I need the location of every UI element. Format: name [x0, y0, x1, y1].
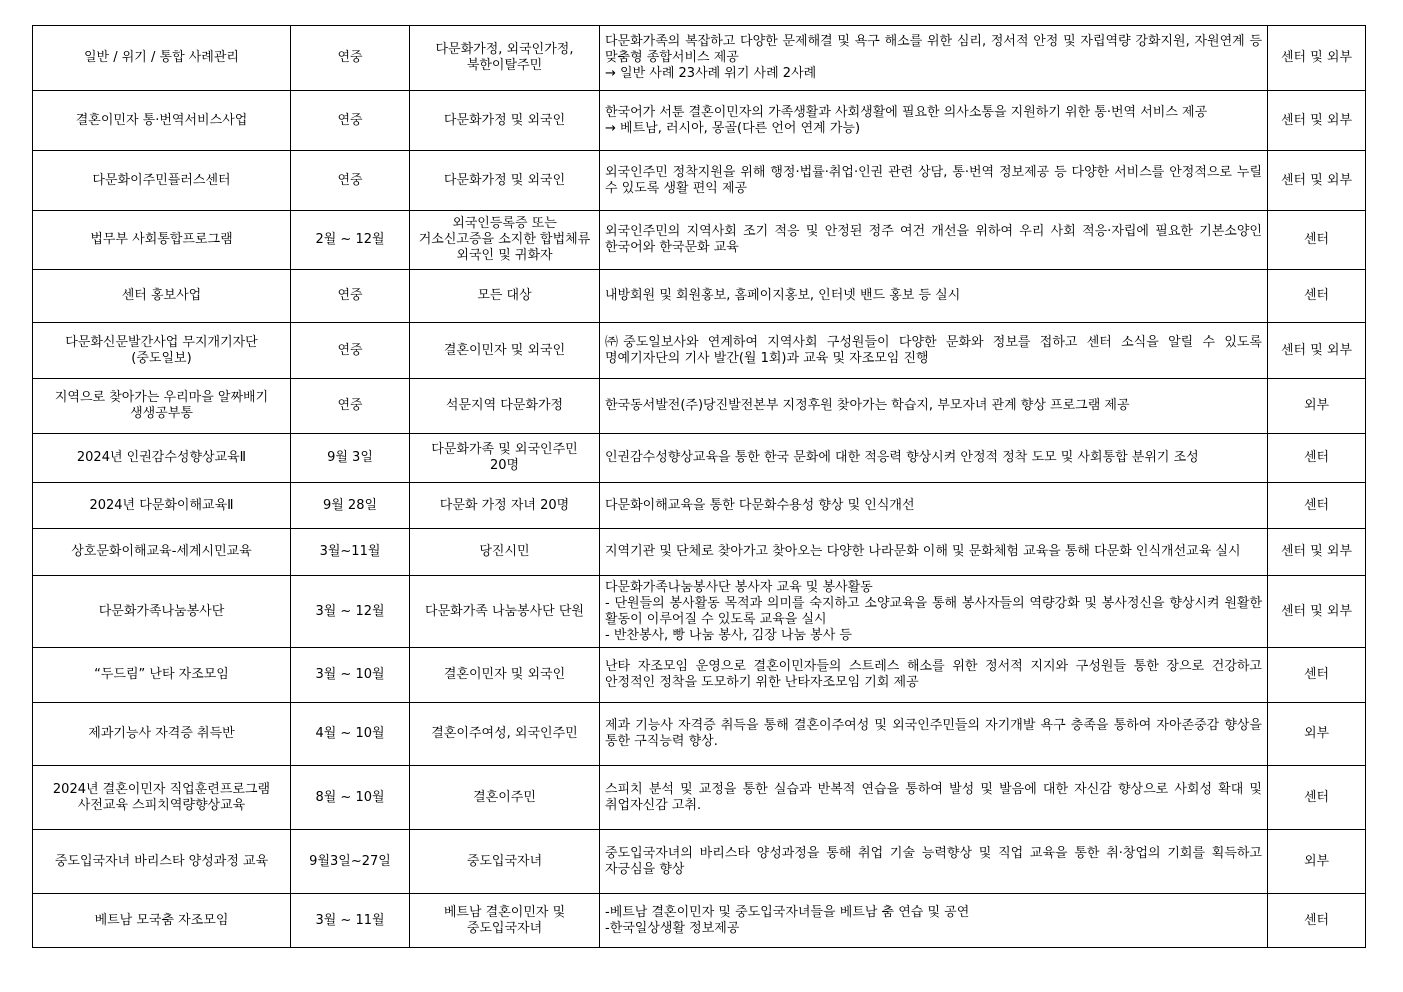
table-row — [33, 894, 1366, 948]
target-cell: 결혼이민자 및 외국인 — [410, 648, 600, 703]
description-line: 제과 기능사 자격증 취득을 통해 결혼이주여성 및 외국인주민들의 자기개발 욕구 충족을 통하여 자아존중감 향상을 통한 구직능력 향상. — [605, 718, 1262, 749]
organizer-cell: 센터 및 외부 — [1268, 91, 1366, 151]
organizer-cell: 센터 및 외부 — [1268, 151, 1366, 211]
description-line: - 반찬봉사, 빵 나눔 봉사, 김장 나눔 봉사 등 — [605, 627, 852, 643]
program-name-cell: 결혼이민자 통·번역서비스사업 — [33, 91, 291, 151]
table-row — [33, 434, 1366, 483]
target-cell: 다문화가족 나눔봉사단 단원 — [410, 576, 600, 648]
target-cell: 다문화가정 및 외국인 — [410, 91, 600, 151]
description-line: → 일반 사례 23사례 위기 사례 2사례 — [605, 66, 817, 81]
description-cell — [600, 379, 1268, 434]
target-cell: 결혼이주민 — [410, 766, 600, 830]
organizer-cell: 센터 — [1268, 483, 1366, 529]
description-cell — [600, 576, 1268, 648]
description-line: 난타 자조모임 운영으로 결혼이민자들의 스트레스 해소를 위한 정서적 지지와 구성원들 통한 장으로 건강하고 안정적인 정착을 도모하기 위한 난타자조모임 기회 제공 — [605, 659, 1262, 690]
organizer-cell: 외부 — [1268, 703, 1366, 766]
period-cell: 연중 — [291, 379, 410, 434]
program-name-cell: “두드림” 난타 자조모임 — [33, 648, 291, 703]
description-cell — [600, 766, 1268, 830]
description-line: 다문화가족나눔봉사단 봉사자 교육 및 봉사활동 — [605, 579, 873, 595]
description-cell — [600, 648, 1268, 703]
program-name-cell: 2024년 인권감수성향상교육Ⅱ — [33, 434, 291, 483]
description-cell — [600, 894, 1268, 948]
organizer-cell: 센터 — [1268, 270, 1366, 323]
organizer-cell: 센터 — [1268, 766, 1366, 830]
program-name-cell: 상호문화이해교육-세계시민교육 — [33, 529, 291, 576]
period-cell: 4월 ~ 10월 — [291, 703, 410, 766]
target-cell: 당진시민 — [410, 529, 600, 576]
table-row — [33, 830, 1366, 894]
program-name-cell: 2024년 결혼이민자 직업훈련프로그램 사전교육 스피치역량향상교육 — [33, 766, 291, 830]
description-cell — [600, 26, 1268, 91]
organizer-cell: 센터 — [1268, 211, 1366, 270]
program-name-cell: 중도입국자녀 바리스타 양성과정 교육 — [33, 830, 291, 894]
target-cell: 중도입국자녀 — [410, 830, 600, 894]
period-cell: 연중 — [291, 91, 410, 151]
organizer-cell: 센터 — [1268, 894, 1366, 948]
period-cell: 연중 — [291, 323, 410, 379]
description-cell — [600, 830, 1268, 894]
period-cell: 연중 — [291, 151, 410, 211]
program-table — [32, 25, 1366, 948]
description-cell — [600, 703, 1268, 766]
description-cell — [600, 211, 1268, 270]
period-cell: 9월 28일 — [291, 483, 410, 529]
table-row — [33, 379, 1366, 434]
program-name-cell: 법무부 사회통합프로그램 — [33, 211, 291, 270]
table-row — [33, 529, 1366, 576]
program-name-cell: 지역으로 찾아가는 우리마을 알짜배기 생생공부통 — [33, 379, 291, 434]
target-cell: 다문화가정, 외국인가정, 북한이탈주민 — [410, 26, 600, 91]
period-cell: 3월 ~ 10월 — [291, 648, 410, 703]
description-line: 한국어가 서툰 결혼이민자의 가족생활과 사회생활에 필요한 의사소통을 지원하기 위한 통·번역 서비스 제공 — [605, 104, 1208, 120]
table-row — [33, 323, 1366, 379]
program-table-body — [33, 26, 1366, 948]
description-line: 스피치 분석 및 교정을 통한 실습과 반복적 연습을 통하여 발성 및 발음에 대한 자신감 향상으로 사회성 확대 및 취업자신감 고취. — [605, 781, 1262, 813]
description-line: 지역기관 및 단체로 찾아가고 찾아오는 다양한 나라문화 이해 및 문화체험 교육을 통해 다문화 인식개선교육 실시 — [605, 544, 1241, 559]
program-name-cell: 다문화신문발간사업 무지개기자단 (중도일보) — [33, 323, 291, 379]
description-cell — [600, 434, 1268, 483]
description-line: 다문화가족의 복잡하고 다양한 문제해결 및 욕구 해소를 위한 심리, 정서적 안정 및 자립역량 강화지원, 자원연계 등 맞춤형 종합서비스 제공 — [605, 34, 1262, 65]
description-line: 내방회원 및 회원홍보, 홈페이지홍보, 인터넷 밴드 홍보 등 실시 — [605, 288, 961, 303]
table-row — [33, 483, 1366, 529]
target-cell: 다문화가정 및 외국인 — [410, 151, 600, 211]
target-cell: 외국인등록증 또는 거소신고증을 소지한 합법체류 외국인 및 귀화자 — [410, 211, 600, 270]
program-name-cell: 다문화이주민플러스센터 — [33, 151, 291, 211]
program-name-cell: 베트남 모국춤 자조모임 — [33, 894, 291, 948]
program-name-cell: 센터 홍보사업 — [33, 270, 291, 323]
description-cell — [600, 151, 1268, 211]
period-cell: 8월 ~ 10월 — [291, 766, 410, 830]
organizer-cell: 외부 — [1268, 830, 1366, 894]
description-cell — [600, 529, 1268, 576]
description-line: -베트남 결혼이민자 및 중도입국자녀들을 베트남 춤 연습 및 공연 — [605, 904, 970, 920]
period-cell: 3월 ~ 11월 — [291, 894, 410, 948]
period-cell: 연중 — [291, 270, 410, 323]
target-cell: 다문화 가정 자녀 20명 — [410, 483, 600, 529]
table-row — [33, 26, 1366, 91]
target-cell: 결혼이민자 및 외국인 — [410, 323, 600, 379]
table-row — [33, 211, 1366, 270]
description-line: ㈜중도일보사와 연계하여 지역사회 구성원들이 다양한 문화와 정보를 접하고 센터 소식을 알릴 수 있도록 명예기자단의 기사 발간(월 1회)과 교육 및 자조모임 진행 — [605, 334, 1262, 366]
period-cell: 3월 ~ 12월 — [291, 576, 410, 648]
organizer-cell: 센터 및 외부 — [1268, 529, 1366, 576]
table-row — [33, 766, 1366, 830]
description-line: -한국일상생활 정보제공 — [605, 920, 740, 936]
target-cell: 다문화가족 및 외국인주민 20명 — [410, 434, 600, 483]
description-line: - 단원들의 봉사활동 목적과 의미를 숙지하고 소양교육을 통해 봉사자들의 역량강화 및 봉사정신을 향상시켜 원활한 활동이 이루어질 수 있도록 교육을 실시 — [605, 595, 1262, 627]
description-line: 외국인주민의 지역사회 조기 적응 및 안정된 정주 여건 개선을 위하여 우리 사회 적응·자립에 필요한 기본소양인 한국어와 한국문화 교육 — [605, 224, 1262, 255]
description-line: 한국동서발전(주)당진발전본부 지정후원 찾아가는 학습지, 부모자녀 관계 향상 프로그램 제공 — [605, 398, 1130, 413]
program-name-cell: 2024년 다문화이해교육Ⅱ — [33, 483, 291, 529]
target-cell: 석문지역 다문화가정 — [410, 379, 600, 434]
description-cell — [600, 483, 1268, 529]
organizer-cell: 센터 및 외부 — [1268, 323, 1366, 379]
table-row — [33, 151, 1366, 211]
organizer-cell: 센터 — [1268, 648, 1366, 703]
organizer-cell: 외부 — [1268, 379, 1366, 434]
description-line: 중도입국자녀의 바리스타 양성과정을 통해 취업 기술 능력향상 및 직업 교육을 통한 취·창업의 기회를 획득하고 자긍심을 향상 — [605, 845, 1262, 877]
target-cell: 결혼이주여성, 외국인주민 — [410, 703, 600, 766]
table-row — [33, 270, 1366, 323]
target-cell: 모든 대상 — [410, 270, 600, 323]
program-name-cell: 제과기능사 자격증 취득반 — [33, 703, 291, 766]
program-name-cell: 다문화가족나눔봉사단 — [33, 576, 291, 648]
description-line: 인권감수성향상교육을 통한 한국 문화에 대한 적응력 향상시켜 안정적 정착 도모 및 사회통합 분위기 조성 — [605, 450, 1199, 465]
description-line: 다문화이해교육을 통한 다문화수용성 향상 및 인식개선 — [605, 497, 915, 513]
description-cell — [600, 323, 1268, 379]
description-line: 외국인주민 정착지원을 위해 행정·법률·취업·인권 관련 상담, 통·번역 정보제공 등 다양한 서비스를 안정적으로 누릴 수 있도록 생활 편익 제공 — [605, 164, 1262, 196]
table-row — [33, 648, 1366, 703]
organizer-cell: 센터 및 외부 — [1268, 576, 1366, 648]
period-cell: 3월~11월 — [291, 529, 410, 576]
period-cell: 2월 ~ 12월 — [291, 211, 410, 270]
period-cell: 9월 3일 — [291, 434, 410, 483]
organizer-cell: 센터 — [1268, 434, 1366, 483]
description-cell — [600, 91, 1268, 151]
table-row — [33, 576, 1366, 648]
organizer-cell: 센터 및 외부 — [1268, 26, 1366, 91]
table-row — [33, 91, 1366, 151]
program-name-cell: 일반 / 위기 / 통합 사례관리 — [33, 26, 291, 91]
period-cell: 9월3일~27일 — [291, 830, 410, 894]
table-row — [33, 703, 1366, 766]
description-line: → 베트남, 러시아, 몽골(다른 언어 연계 가능) — [605, 120, 861, 136]
description-cell — [600, 270, 1268, 323]
target-cell: 베트남 결혼이민자 및 중도입국자녀 — [410, 894, 600, 948]
period-cell: 연중 — [291, 26, 410, 91]
